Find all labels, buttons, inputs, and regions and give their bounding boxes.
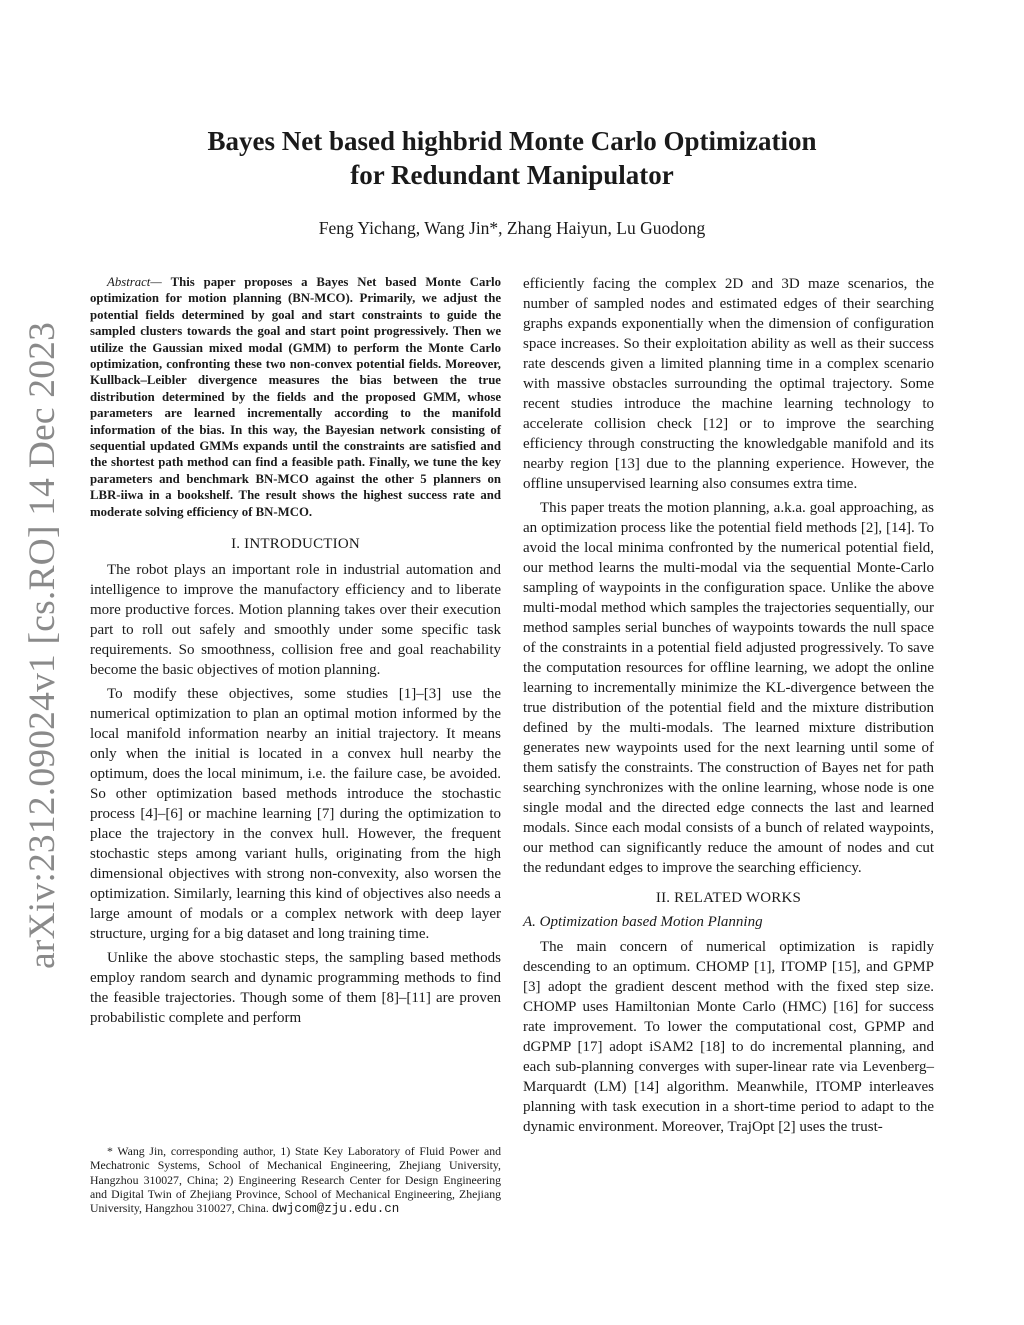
intro-paragraph-3: Unlike the above stochastic steps, the sampling based methods employ random search and dynamic programming methods to find the feasible trajectories. Though some of them [8]–[11] are proven probabilistic complete and perform — [90, 950, 501, 1027]
right-paragraph-2: This paper treats the motion planning, a.k.a. goal approaching, as an optimization process like the potential field methods [2], [14]. To avoid the local minima confronted by the numerical potential field, our method learns the multi-modal via the sequential Monte-Carlo sampling of waypoints in the configuration space. Unlike the above multi-modal method which samples the trajectories sequentially, our method samples serial bunches of waypoints towards the null space of the constraints in a potential field adjusted progressively. To save the computation resources for offline learning, we adopt the online learning to incrementally minimize the KL-divergence between the true distribution of the potential field and the mixture distribution defined by the multi-modals. The learned mixture distribution generates new waypoints used for the next learning until some of them satisfy the constraints. The construction of Bayes net for path searching synchronizes with the online learning, whose node is one single modal and the directed edge connects the last and learned modals. Since each modal consists of a bunch of related waypoints, our method can significantly reduce the amount of nodes and cut the redundant edges to improve the searching efficiency. — [523, 500, 934, 876]
section-heading-introduction: I. INTRODUCTION — [231, 536, 360, 553]
left-column — [90, 274, 501, 1028]
right-column — [523, 274, 934, 1137]
abstract-label: Abstract — [107, 275, 151, 289]
intro-paragraph-1: The robot plays an important role in industrial automation and intelligence to improve the manufactory efficiency and to liberate more productive forces. Motion planning takes over their execution part to roll out safely and smoothly under some specific task requirements. So smoothness, collision free and goal reachability become the basic objectives of motion planning. — [90, 562, 501, 679]
footnote-email: dwjcom@zju.edu.cn — [271, 1202, 400, 1217]
related-paragraph-1: The main concern of numerical optimization is rapidly descending to an optimum. CHOMP [1], ITOMP [15], and GPMP [3] adopt the gradient descent method with the fixed step size. CHOMP uses Hamiltonian Monte Carlo (HMC) [16] for success rate improvement. To lower the computational cost, GPMP and dGPMP [17] adopt iSAM2 [18] to do incremental planning, and each sub-planning converges with super-linear rate via Levenberg–Marquardt (LM) [14] algorithm. Meanwhile, ITOMP interleaves planning with task execution in a short-time period to adapt to the dynamic environment. Moreover, TrajOpt [2] uses the trust- — [523, 939, 934, 1135]
author-list: Feng Yichang, Wang Jin*, Zhang Haiyun, Lu Guodong — [318, 218, 706, 238]
paper-title-line-2: for Redundant Manipulator — [350, 160, 674, 190]
subsection-heading-optimization: A. Optimization based Motion Planning — [523, 914, 763, 930]
abstract-dash: — — [150, 275, 171, 289]
footnote — [90, 1144, 501, 1216]
right-paragraph-1: efficiently facing the complex 2D and 3D maze scenarios, the number of sampled nodes and estimated edges of their searching graphs expands exponentially when the dimension of configuration space increases. So their exploitation ability as well as their success rate descends given a limited planning time in a complex scenario with massive obstacles surrounding the optimal trajectory. Some recent studies introduce the machine learning technology to accelerate collision check [12] or to improve the searching efficiency through constructing the knowledgable manifold and its nearby region [13] due to the planning experience. However, the offline unsupervised learning also consumes extra time. — [523, 276, 934, 492]
section-heading-related-works: II. RELATED WORKS — [655, 890, 802, 906]
paper-title-line-1: Bayes Net based highbrid Monte Carlo Optimization — [207, 126, 817, 156]
arxiv-identifier-stamp — [14, 321, 72, 969]
intro-paragraph-2: To modify these objectives, some studies [1]–[3] use the numerical optimization to plan an optimal motion informed by the local manifold information nearby an initial trajectory. It means only when the initial is located in a convex hull nearby the optimum, does the local minimum, i.e. the failure case, be avoided. So other optimization based methods introduce the stochastic process [4]–[6] or machine learning [7] during the optimization to place the trajectory in the convex hull. However, the frequent stochastic steps among variant hulls, originating from the high dimensional objectives with strong non-convexity, also worsen the optimization. Similarly, learning this kind of objectives also needs a large amount of modals or a complex network with deep layer structure, urging for a big dataset and long training time. — [90, 686, 501, 943]
abstract — [90, 274, 501, 520]
abstract-text: This paper proposes a Bayes Net based Monte Carlo optimization for motion planning (BN-MCO). Primarily, we adjust the potential fields determined by goal and start constraints to guide the sampled clusters towards the goal and start point progressively. Then we utilize the Gaussian mixed modal (GMM) to perform the Monte Carlo optimization, confronting these two non-convex potential fields. Moreover, Kullback–Leibler divergence measures the bias between the true distribution determined by the fields and the proposed GMM, whose parameters are learned incrementally according to the manifold information of the bias. In this way, the Bayesian network consisting of sequential updated GMMs expands until the constraints are satisfied and the shortest path method can find a feasible path. Finally, we tune the key parameters and benchmark BN-MCO against the other 5 planners on LBR-iiwa in a bookshelf. The result shows the highest success rate and moderate solving efficiency of BN-MCO. — [90, 275, 501, 519]
arxiv-identifier-text: arXiv:2312.09024v1 [cs.RO] 14 Dec 2023 — [22, 321, 64, 969]
footnote-text: * Wang Jin, corresponding author, 1) State Key Laboratory of Fluid Power and Mechatronic Systems, School of Mechanical Engineering, Zhejiang University, Hangzhou 310027, China; 2) Engineering Research Center for Design Engineering and Digital Twin of Zhejiang Province, School of Mechanical Engineering, Zhejiang University, Hangzhou 310027, China. — [90, 1144, 501, 1216]
paper-title — [150, 124, 874, 192]
